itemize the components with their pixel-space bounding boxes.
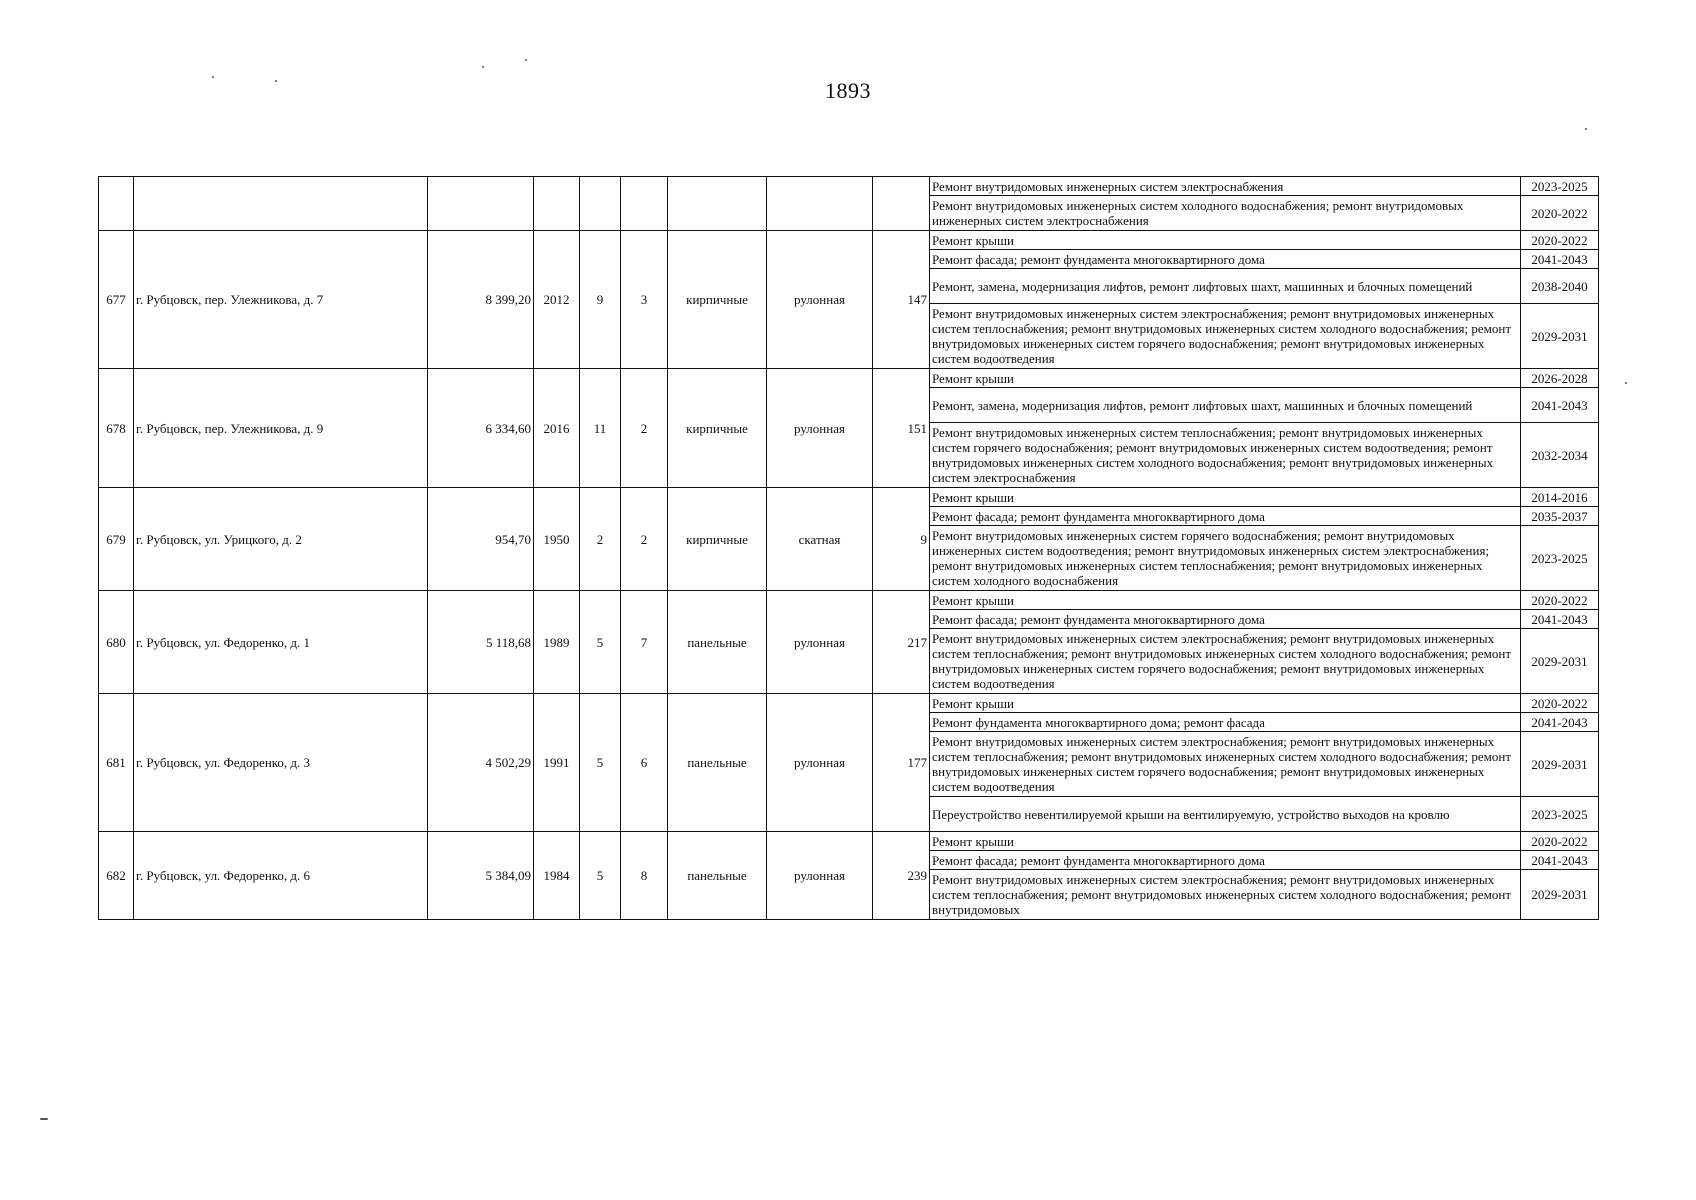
scan-speck <box>212 76 214 78</box>
table-row <box>99 231 1599 250</box>
table-row <box>99 591 1599 610</box>
page-number: 1893 <box>825 78 871 103</box>
work-period: 2020-2022 <box>1521 591 1599 610</box>
work-name: Ремонт внутридомовых инженерных систем теплоснабжения; ремонт внутридомовых инженерных систем горячего водоснабжения; ремонт внутридомовых инженерных систем водоотведения; ремонт внутридомовых инженерных систем холодного водоснабжения; ремонт внутридомовых инженерных систем электроснабжения <box>930 423 1521 488</box>
row-number: 680 <box>99 591 134 694</box>
total-area: 6 334,60 <box>428 369 534 488</box>
work-period: 2029-2031 <box>1521 870 1599 920</box>
work-name: Переустройство невентилируемой крыши на вентилируемую, устройство выходов на кровлю <box>930 797 1521 832</box>
commission-year: 2016 <box>534 369 580 488</box>
row-number: 679 <box>99 488 134 591</box>
work-name: Ремонт внутридомовых инженерных систем холодного водоснабжения; ремонт внутридомовых инженерных систем электроснабжения <box>930 196 1521 231</box>
work-period: 2023-2025 <box>1521 177 1599 196</box>
work-period: 2035-2037 <box>1521 507 1599 526</box>
work-name: Ремонт фасада; ремонт фундамента многоквартирного дома <box>930 610 1521 629</box>
work-name: Ремонт внутридомовых инженерных систем электроснабжения; ремонт внутридомовых инженерных систем теплоснабжения; ремонт внутридомовых инженерных систем холодного водоснабжения; ремонт внутридомовых инженерных систем горячего водоснабжения; ремонт внутридомовых инженерных систем водоотведения <box>930 732 1521 797</box>
work-name: Ремонт крыши <box>930 488 1521 507</box>
empty-cell <box>99 177 134 231</box>
roof-type: рулонная <box>767 231 873 369</box>
roof-type: рулонная <box>767 694 873 832</box>
work-name: Ремонт внутридомовых инженерных систем электроснабжения <box>930 177 1521 196</box>
work-period: 2023-2025 <box>1521 526 1599 591</box>
wall-material: панельные <box>668 694 767 832</box>
roof-type: рулонная <box>767 832 873 920</box>
resident-count: 217 <box>873 591 930 694</box>
work-period: 2041-2043 <box>1521 610 1599 629</box>
wall-material: панельные <box>668 591 767 694</box>
floor-count: 5 <box>580 694 621 832</box>
empty-cell <box>873 177 930 231</box>
work-name: Ремонт крыши <box>930 832 1521 851</box>
work-name: Ремонт фасада; ремонт фундамента многоквартирного дома <box>930 851 1521 870</box>
entrance-count: 7 <box>621 591 668 694</box>
work-period: 2026-2028 <box>1521 369 1599 388</box>
row-number: 678 <box>99 369 134 488</box>
work-period: 2029-2031 <box>1521 629 1599 694</box>
house-address: г. Рубцовск, пер. Улежникова, д. 7 <box>134 231 428 369</box>
empty-cell <box>580 177 621 231</box>
empty-cell <box>767 177 873 231</box>
empty-cell <box>134 177 428 231</box>
work-name: Ремонт внутридомовых инженерных систем электроснабжения; ремонт внутридомовых инженерных систем теплоснабжения; ремонт внутридомовых инженерных систем холодного водоснабжения; ремонт внутридомовых инженерных систем горячего водоснабжения; ремонт внутридомовых инженерных систем водоотведения <box>930 304 1521 369</box>
wall-material: кирпичные <box>668 231 767 369</box>
work-name: Ремонт фасада; ремонт фундамента многоквартирного дома <box>930 250 1521 269</box>
scan-speck <box>482 66 484 68</box>
work-period: 2020-2022 <box>1521 694 1599 713</box>
work-name: Ремонт, замена, модернизация лифтов, ремонт лифтовых шахт, машинных и блочных помещений <box>930 388 1521 423</box>
house-address: г. Рубцовск, ул. Урицкого, д. 2 <box>134 488 428 591</box>
entrance-count: 8 <box>621 832 668 920</box>
scan-speck <box>275 80 277 82</box>
roof-type: рулонная <box>767 369 873 488</box>
floor-count: 2 <box>580 488 621 591</box>
work-period: 2029-2031 <box>1521 304 1599 369</box>
entrance-count: 3 <box>621 231 668 369</box>
empty-cell <box>621 177 668 231</box>
total-area: 4 502,29 <box>428 694 534 832</box>
work-name: Ремонт внутридомовых инженерных систем горячего водоснабжения; ремонт внутридомовых инженерных систем водоотведения; ремонт внутридомовых инженерных систем электроснабжения; ремонт внутридомовых инженерных систем теплоснабжения; ремонт внутридомовых инженерных систем холодного водоснабжения <box>930 526 1521 591</box>
work-period: 2032-2034 <box>1521 423 1599 488</box>
resident-count: 177 <box>873 694 930 832</box>
table-body <box>99 177 1599 920</box>
commission-year: 1950 <box>534 488 580 591</box>
work-period: 2041-2043 <box>1521 388 1599 423</box>
work-period: 2041-2043 <box>1521 713 1599 732</box>
scan-speck <box>1625 382 1627 384</box>
resident-count: 9 <box>873 488 930 591</box>
floor-count: 11 <box>580 369 621 488</box>
house-address: г. Рубцовск, пер. Улежникова, д. 9 <box>134 369 428 488</box>
work-name: Ремонт крыши <box>930 694 1521 713</box>
housing-register-table <box>98 176 1599 920</box>
table-row <box>99 177 1599 196</box>
work-name: Ремонт внутридомовых инженерных систем электроснабжения; ремонт внутридомовых инженерных систем теплоснабжения; ремонт внутридомовых инженерных систем холодного водоснабжения; ремонт внутридомовых <box>930 870 1521 920</box>
resident-count: 239 <box>873 832 930 920</box>
work-period: 2014-2016 <box>1521 488 1599 507</box>
work-name: Ремонт крыши <box>930 591 1521 610</box>
work-name: Ремонт, замена, модернизация лифтов, ремонт лифтовых шахт, машинных и блочных помещений <box>930 269 1521 304</box>
roof-type: скатная <box>767 488 873 591</box>
wall-material: кирпичные <box>668 488 767 591</box>
total-area: 5 384,09 <box>428 832 534 920</box>
row-number: 677 <box>99 231 134 369</box>
total-area: 5 118,68 <box>428 591 534 694</box>
table-row <box>99 832 1599 851</box>
entrance-count: 2 <box>621 369 668 488</box>
floor-count: 9 <box>580 231 621 369</box>
work-period: 2038-2040 <box>1521 269 1599 304</box>
work-name: Ремонт фундамента многоквартирного дома; ремонт фасада <box>930 713 1521 732</box>
work-period: 2029-2031 <box>1521 732 1599 797</box>
table-row <box>99 369 1599 388</box>
row-number: 681 <box>99 694 134 832</box>
resident-count: 151 <box>873 369 930 488</box>
house-address: г. Рубцовск, ул. Федоренко, д. 6 <box>134 832 428 920</box>
entrance-count: 6 <box>621 694 668 832</box>
wall-material: кирпичные <box>668 369 767 488</box>
empty-cell <box>534 177 580 231</box>
empty-cell <box>428 177 534 231</box>
work-period: 2020-2022 <box>1521 832 1599 851</box>
work-period: 2020-2022 <box>1521 231 1599 250</box>
total-area: 8 399,20 <box>428 231 534 369</box>
work-name: Ремонт внутридомовых инженерных систем электроснабжения; ремонт внутридомовых инженерных систем теплоснабжения; ремонт внутридомовых инженерных систем холодного водоснабжения; ремонт внутридомовых инженерных систем горячего водоснабжения; ремонт внутридомовых инженерных систем водоотведения <box>930 629 1521 694</box>
house-address: г. Рубцовск, ул. Федоренко, д. 1 <box>134 591 428 694</box>
scan-speck <box>1585 128 1587 130</box>
commission-year: 1991 <box>534 694 580 832</box>
entrance-count: 2 <box>621 488 668 591</box>
scan-speck <box>40 1118 48 1120</box>
work-period: 2020-2022 <box>1521 196 1599 231</box>
commission-year: 1984 <box>534 832 580 920</box>
total-area: 954,70 <box>428 488 534 591</box>
work-period: 2041-2043 <box>1521 250 1599 269</box>
floor-count: 5 <box>580 832 621 920</box>
work-name: Ремонт крыши <box>930 231 1521 250</box>
house-address: г. Рубцовск, ул. Федоренко, д. 3 <box>134 694 428 832</box>
floor-count: 5 <box>580 591 621 694</box>
resident-count: 147 <box>873 231 930 369</box>
commission-year: 1989 <box>534 591 580 694</box>
wall-material: панельные <box>668 832 767 920</box>
work-name: Ремонт крыши <box>930 369 1521 388</box>
empty-cell <box>668 177 767 231</box>
commission-year: 2012 <box>534 231 580 369</box>
table-row <box>99 694 1599 713</box>
row-number: 682 <box>99 832 134 920</box>
work-period: 2041-2043 <box>1521 851 1599 870</box>
roof-type: рулонная <box>767 591 873 694</box>
work-period: 2023-2025 <box>1521 797 1599 832</box>
table-row <box>99 488 1599 507</box>
work-name: Ремонт фасада; ремонт фундамента многоквартирного дома <box>930 507 1521 526</box>
scan-speck <box>525 59 527 61</box>
